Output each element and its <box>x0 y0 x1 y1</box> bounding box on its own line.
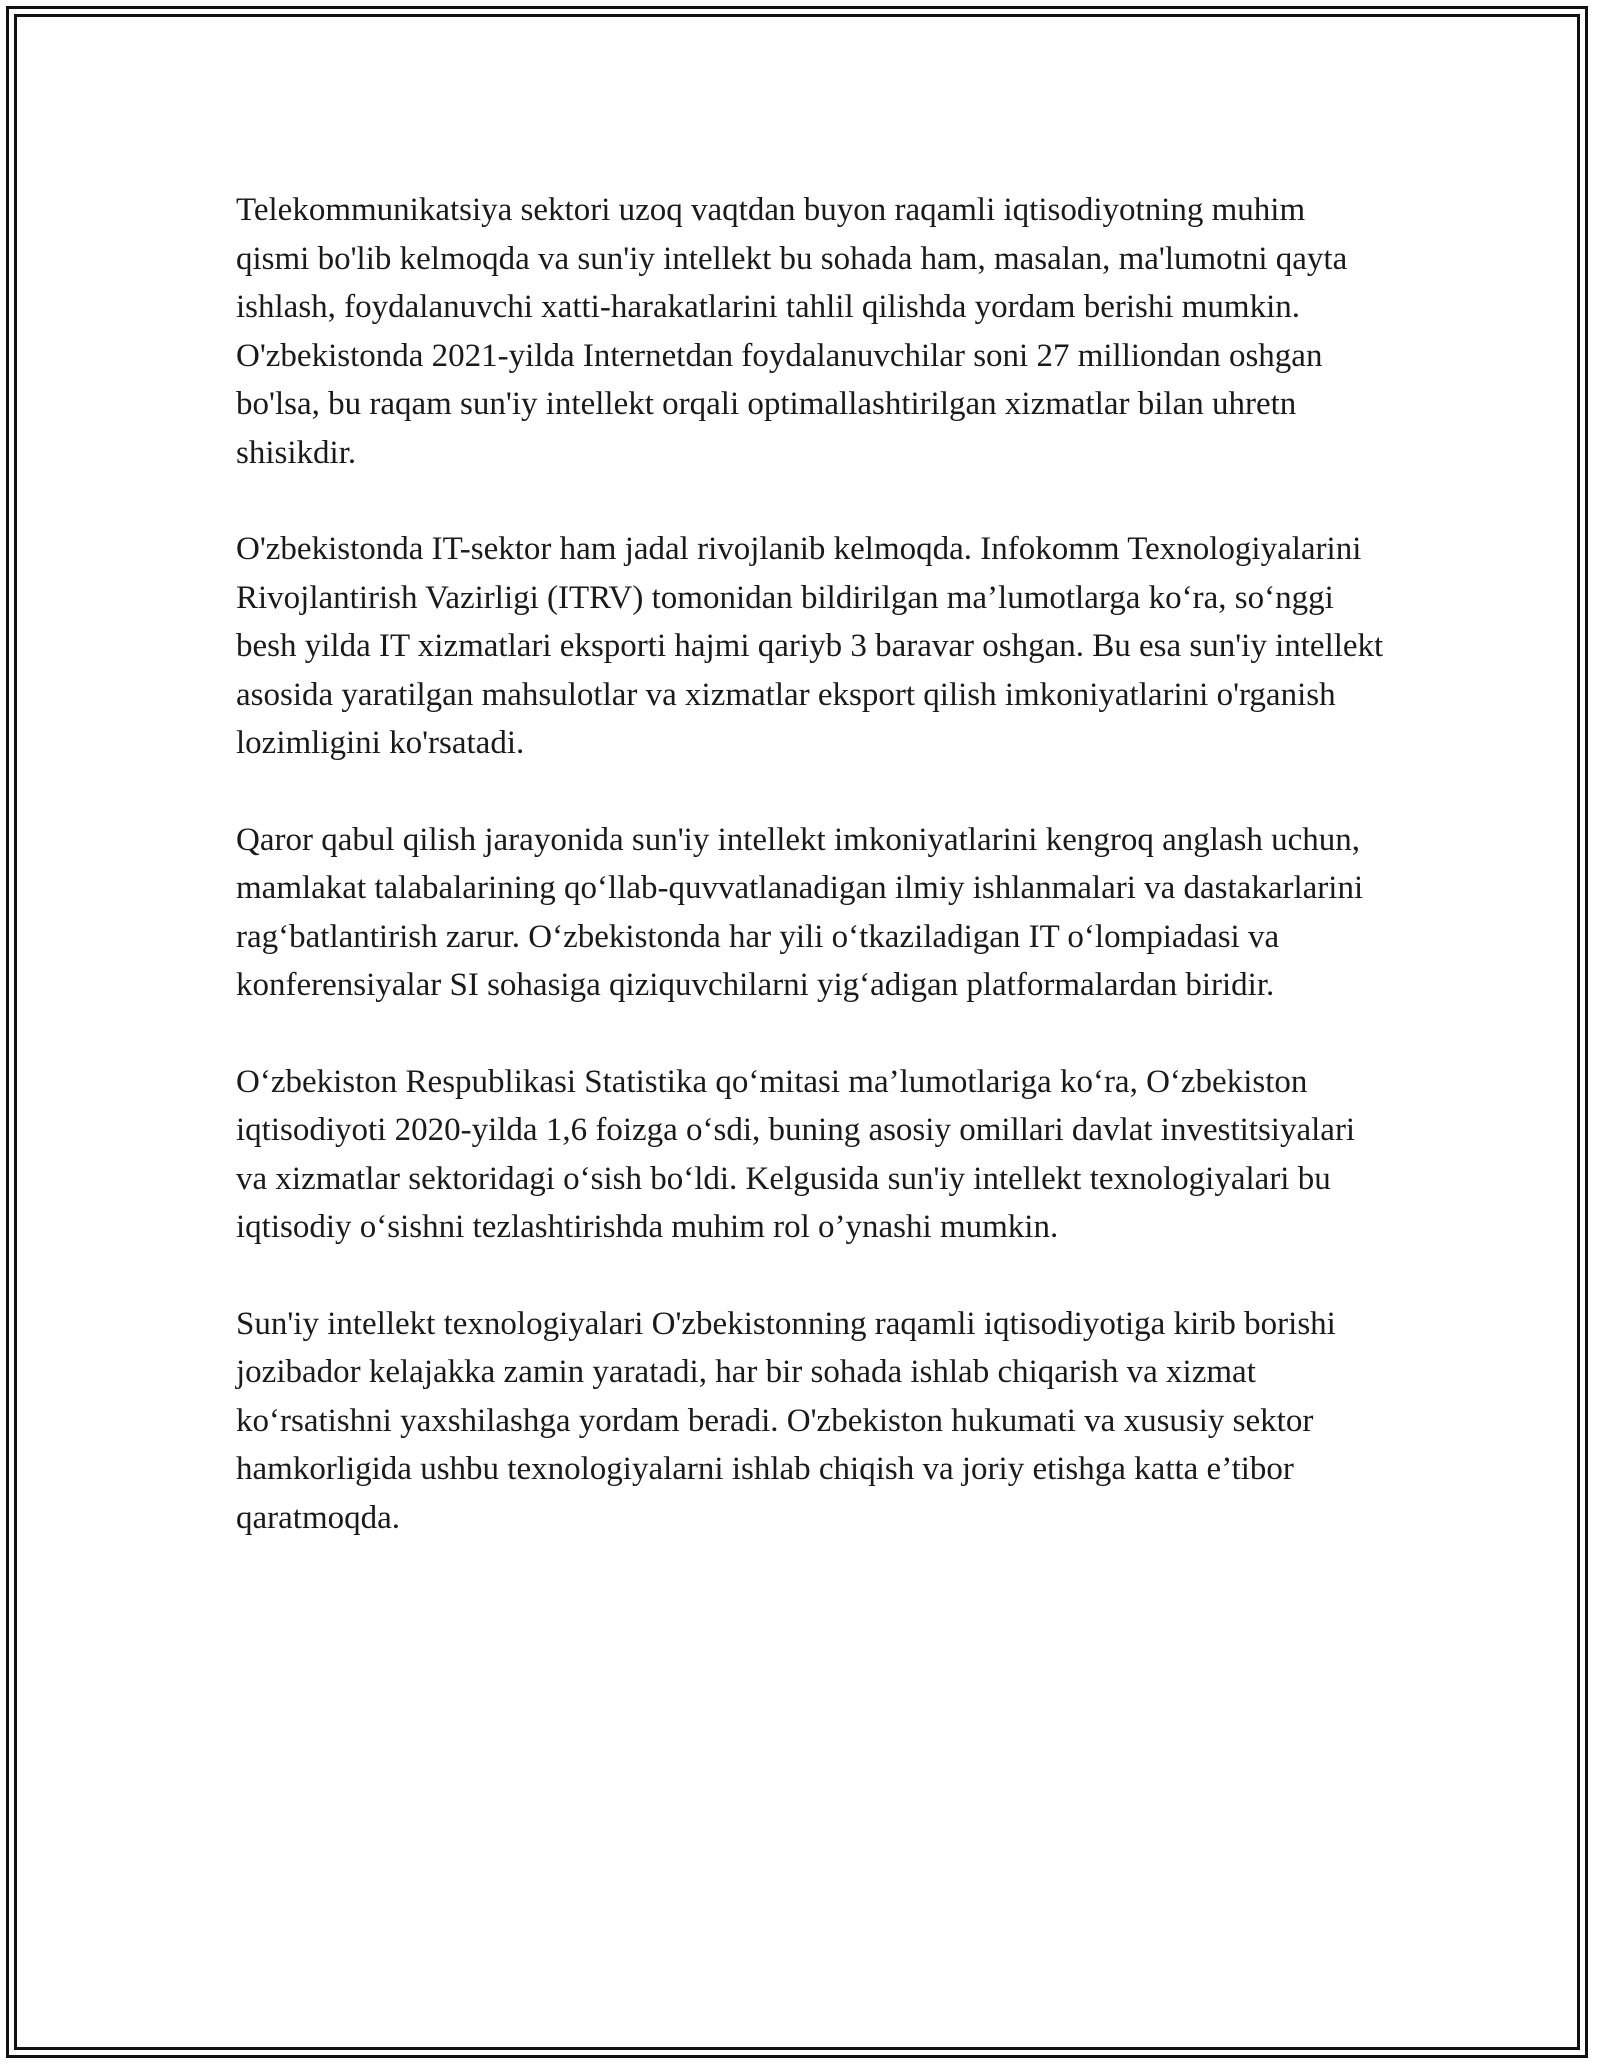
paragraph-it-sector: O'zbekistonda IT-sektor ham jadal rivojlanib kelmoqda. Infokomm Texnologiyalarini Rivojlantirish Vazirligi (ITRV) tomonidan bildirilgan ma’lumotlarga ko‘ra, so‘nggi besh yilda IT xizmatlari eksporti hajmi qariyb 3 baravar oshgan. Bu esa sun'iy intellekt asosida yaratilgan mahsulotlar va xizmatlar eksport qilish imkoniyatlarini o'rganish lozimligini ko'rsatadi. <box>236 531 1384 761</box>
paragraph-statistics: O‘zbekiston Respublikasi Statistika qo‘mitasi ma’lumotlariga ko‘ra, O‘zbekiston iqtisodiyoti 2020-yilda 1,6 foizga o‘sdi, buning asosiy omillari davlat investitsiyalari va xizmatlar sektoridagi o‘sish bo‘ldi. Kelgusida sun'iy intellekt texnologiyalari bu iqtisodiy o‘sishni tezlashtirishda muhim rol o’ynashi mumkin. <box>236 1063 1356 1245</box>
document-body <box>236 186 1386 1590</box>
paragraph-conclusion: Sun'iy intellekt texnologiyalari O'zbekistonning raqamli iqtisodiyotiga kirib borishi jozibador kelajakka zamin yaratadi, har bir sohada ishlab chiqarish va xizmat ko‘rsatishni yaxshilashga yordam beradi. O'zbekiston hukumati va xususiy sektor hamkorligida ushbu texnologiyalarni ishlab chiqish va joriy etishga katta e’tibor qaratmoqda. <box>236 1305 1336 1536</box>
paragraph-telecom: Telekommunikatsiya sektori uzoq vaqtdan buyon raqamli iqtisodiyotning muhim qismi bo'lib kelmoqda va sun'iy intellekt bu sohada ham, masalan, ma'lumotni qayta ishlash, foydalanuvchi xatti-harakatlarini tahlil qilishda yordam berishi mumkin. O'zbekistonda 2021-yilda Internetdan foydalanuvchilar soni 27 milliondan oshgan bo'lsa, bu raqam sun'iy intellekt orqali optimallashtirilgan xizmatlar bilan uhretn shisikdir. <box>236 192 1348 471</box>
paragraph-decision-making: Qaror qabul qilish jarayonida sun'iy intellekt imkoniyatlarini kengroq anglash uchun, mamlakat talabalarining qo‘llab-quvvatlanadigan ilmiy ishlanmalari va dastakarlarini rag‘batlantirish zarur. O‘zbekistonda har yili o‘tkaziladigan IT o‘lompiadasi va konferensiyalar SI sohasiga qiziquvchilarni yig‘adigan platformalardan biridir. <box>236 821 1364 1003</box>
